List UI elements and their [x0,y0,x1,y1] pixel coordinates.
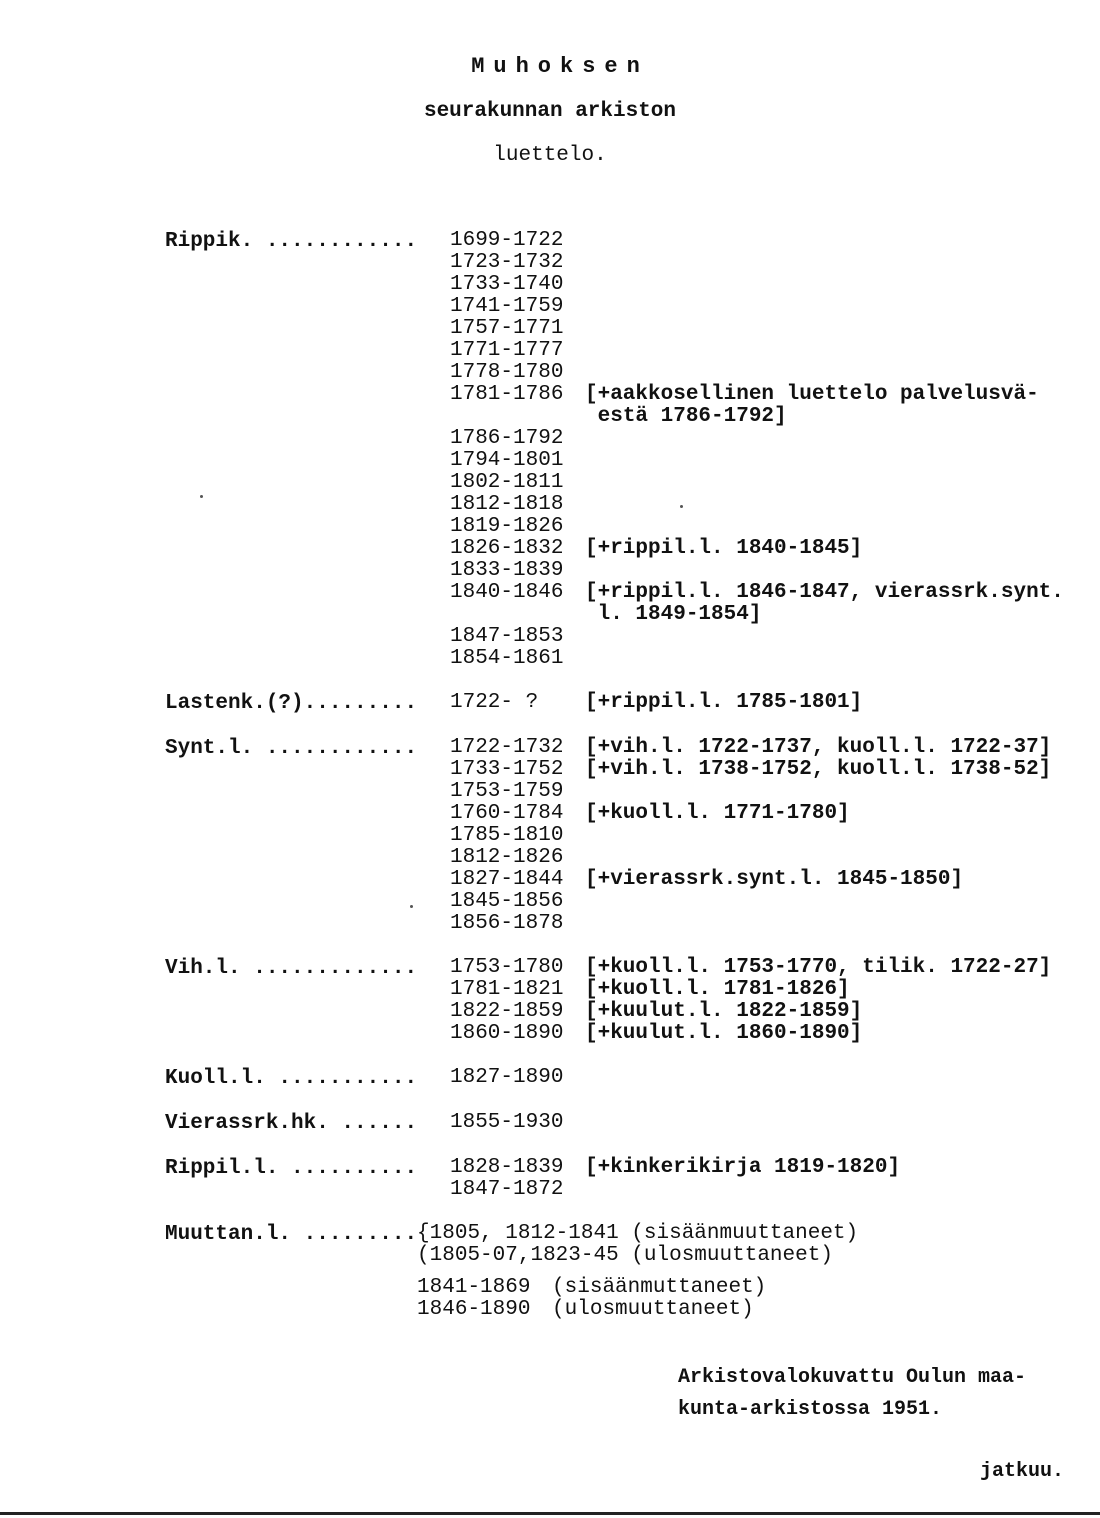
footer-note [678,1362,1026,1426]
year-range: 1822-1859 [450,1000,564,1023]
range-note: [+kuulut.l. 1822-1859] [585,1000,863,1023]
range-note: [+kuoll.l. 1781-1826] [585,978,850,1001]
year-range: (1805-07,1823-45 [417,1244,619,1267]
year-range: 1812-1818 [450,493,564,516]
range-note [585,626,1085,648]
archive-entry [165,957,1095,1045]
range-note [585,274,1085,296]
entry-ranges [450,692,1095,715]
range-row [450,1023,1095,1045]
year-range: 1828-1839 [450,1156,564,1179]
year-range: 1856-1878 [450,912,564,935]
range-row [450,472,1095,494]
range-row [450,1179,1095,1201]
range-note [585,230,1085,252]
range-note [585,472,1085,494]
range-row [450,913,1095,935]
year-range: 1802-1811 [450,471,564,494]
range-note [585,1179,1085,1201]
range-note [585,296,1085,318]
entry-ranges [450,957,1095,1045]
scan-speck [200,495,203,498]
range-note: [+kuoll.l. 1771-1780] [585,802,850,825]
year-range: 1827-1890 [450,1066,564,1089]
range-row [450,737,1095,759]
year-range: 1827-1844 [450,868,564,891]
archive-entry [165,1067,1095,1090]
bottom-border [0,1512,1100,1515]
continued-label: jatkuu. [980,1460,1065,1483]
year-range: 1841-1869 [417,1276,531,1299]
year-range: 1785-1810 [450,824,564,847]
range-row [450,450,1095,472]
year-range: 1860-1890 [450,1022,564,1045]
range-row [450,494,1095,516]
range-row [450,230,1095,252]
range-note: [+vih.l. 1722-1737, kuoll.l. 1722-37] [585,736,1052,759]
year-range: 1833-1839 [450,559,564,582]
range-row [450,692,1095,714]
range-note [585,825,1085,847]
range-row [450,825,1095,847]
range-row [450,274,1095,296]
entry-ranges [450,1067,1095,1090]
entry-ranges [450,737,1095,935]
year-range: 1741-1759 [450,295,564,318]
entry-label: Vih.l. ............. [165,957,418,980]
range-row [450,891,1095,913]
entry-label: Muuttan.l. ......... [165,1223,418,1246]
archive-entry [165,1223,1095,1321]
year-range: 1753-1780 [450,956,564,979]
year-range: 1771-1777 [450,339,564,362]
year-range: 1854-1861 [450,647,564,670]
entry-label: Lastenk.(?)......... [165,692,418,715]
year-range: 1819-1826 [450,515,564,538]
year-range: 1753-1759 [450,780,564,803]
entry-ranges [450,1112,1095,1135]
footer-line-2: kunta-arkistossa 1951. [678,1398,943,1421]
range-row [450,560,1095,582]
entry-label: Synt.l. ............ [165,737,418,760]
range-row [450,781,1095,803]
range-note: [+vih.l. 1738-1752, kuoll.l. 1738-52] [585,758,1052,781]
range-note: [+rippil.l. 1846-1847, vierassrk.synt. l. 1849-1854] [585,581,1064,626]
range-note [585,494,1085,516]
range-row [450,1112,1095,1134]
range-row [450,582,1095,626]
range-note [585,847,1085,869]
range-note [585,516,1085,538]
entry-ranges [417,1223,1100,1321]
year-range: 1733-1752 [450,758,564,781]
range-note [585,362,1085,384]
range-note: [+aakkosellinen luettelo palvelusvä- estä 1786-1792] [585,383,1039,428]
range-row [450,384,1095,428]
archive-entry [165,1112,1095,1135]
year-range: 1840-1846 [450,581,564,604]
range-row [450,1157,1095,1179]
range-note [585,428,1085,450]
range-note [585,913,1085,935]
document-subtitle: seurakunnan arkiston [423,100,677,123]
entry-ranges [450,1157,1095,1201]
year-range: {1805, 1812-1841 [417,1222,619,1245]
footer-line-1: Arkistovalokuvattu Oulun maa- [678,1366,1027,1389]
range-note [585,450,1085,472]
range-row [417,1245,1100,1267]
range-row [450,979,1095,1001]
archive-list [165,230,1095,1343]
range-row [450,626,1095,648]
range-row [450,1067,1095,1089]
range-row [450,340,1095,362]
archive-entry [165,737,1095,935]
year-range: 1794-1801 [450,449,564,472]
year-range: 1826-1832 [450,537,564,560]
archive-entry [165,692,1095,715]
range-row [450,803,1095,825]
document-title: Muhoksen [471,54,649,79]
range-row [450,516,1095,538]
year-range: 1781-1821 [450,978,564,1001]
range-row [450,957,1095,979]
range-row [450,648,1095,670]
year-range: 1723-1732 [450,251,564,274]
range-note [585,1067,1085,1089]
range-row [417,1299,1100,1321]
document-subtitle-2: luettelo. [493,144,607,167]
entry-ranges [450,230,1095,670]
range-row [450,362,1095,384]
range-note: (ulosmuuttaneet) [618,1244,833,1267]
range-note [585,318,1085,340]
year-range: 1778-1780 [450,361,564,384]
entry-label: Rippil.l. .......... [165,1157,418,1180]
archive-entry [165,230,1095,670]
year-range: 1846-1890 [417,1298,531,1321]
year-range: 1722- ? [450,691,539,714]
range-note: [+vierassrk.synt.l. 1845-1850] [585,868,964,891]
archive-entry [165,1157,1095,1201]
range-note [585,891,1085,913]
range-note [585,340,1085,362]
range-note [585,252,1085,274]
range-note [585,781,1085,803]
year-range: 1812-1826 [450,846,564,869]
range-row [450,428,1095,450]
year-range: 1722-1732 [450,736,564,759]
range-row [450,296,1095,318]
range-row [450,538,1095,560]
range-note [585,1112,1085,1134]
range-row [450,869,1095,891]
range-note: [+kuulut.l. 1860-1890] [585,1022,863,1045]
year-range: 1855-1930 [450,1111,564,1134]
range-row [417,1223,1100,1245]
entry-label: Rippik. ............ [165,230,418,253]
year-range: 1786-1792 [450,427,564,450]
range-note: (sisäänmuttaneet) [552,1276,767,1299]
range-note: (ulosmuuttaneet) [552,1298,754,1321]
entry-label: Kuoll.l. ........... [165,1067,418,1090]
range-note: [+kinkerikirja 1819-1820] [585,1156,901,1179]
scan-speck [680,505,683,508]
range-note: [+rippil.l. 1785-1801] [585,691,863,714]
entry-label: Vierassrk.hk. ...... [165,1112,418,1135]
scan-speck [410,905,413,908]
range-note [585,648,1085,670]
year-range: 1781-1786 [450,383,564,406]
range-row [450,759,1095,781]
range-note: (sisäänmuuttaneet) [618,1222,859,1245]
year-range: 1757-1771 [450,317,564,340]
range-row [450,847,1095,869]
year-range: 1699-1722 [450,229,564,252]
range-note: [+kuoll.l. 1753-1770, tilik. 1722-27] [585,956,1052,979]
range-row [450,1001,1095,1023]
range-row [450,318,1095,340]
year-range: 1845-1856 [450,890,564,913]
range-note: [+rippil.l. 1840-1845] [585,537,863,560]
year-range: 1733-1740 [450,273,564,296]
range-row [450,252,1095,274]
range-row [417,1277,1100,1299]
year-range: 1760-1784 [450,802,564,825]
year-range: 1847-1853 [450,625,564,648]
year-range: 1847-1872 [450,1178,564,1201]
range-note [585,560,1085,582]
